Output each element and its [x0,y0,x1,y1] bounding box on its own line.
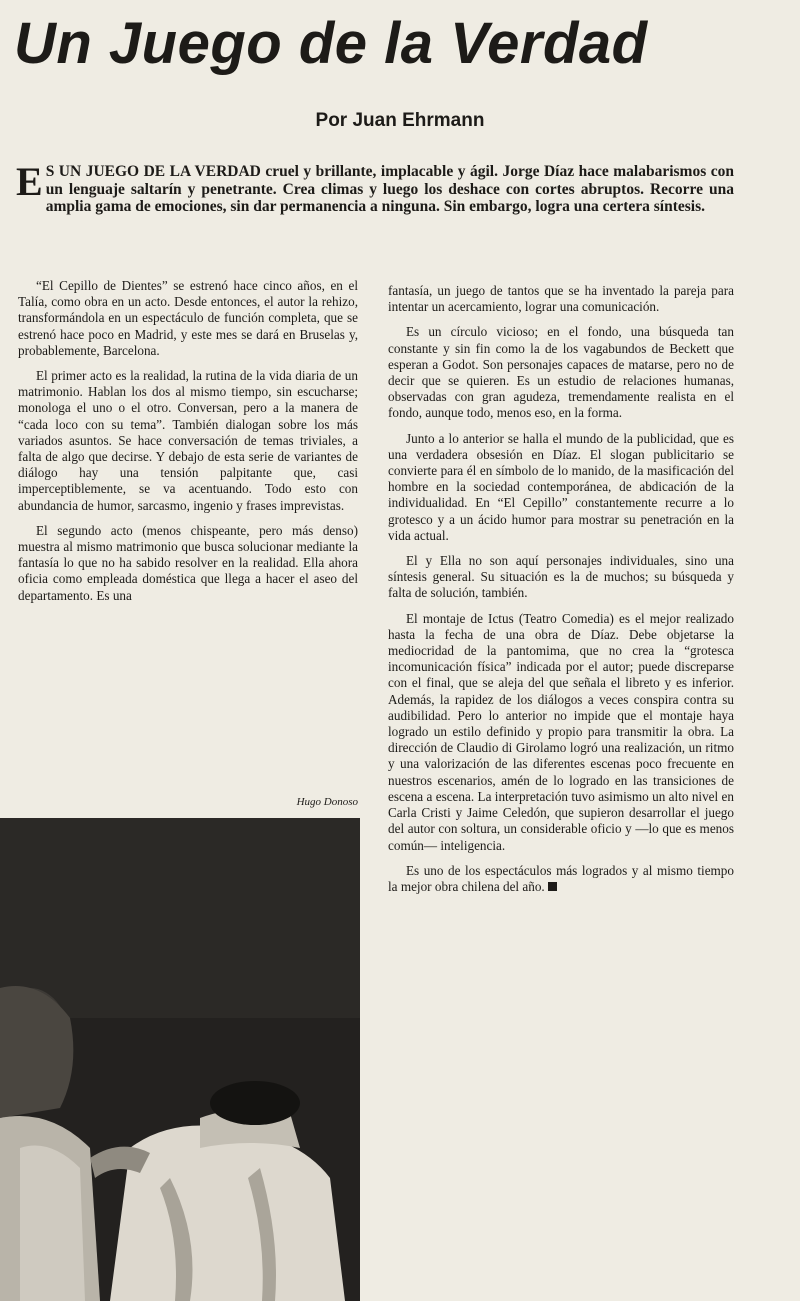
body-paragraph: El primer acto es la realidad, la rutina de la vida diaria de un matrimonio. Hablan los dos al mismo tiempo, sin escucharse; monologa el uno o el otro. Conversan, pero a la manera de “cada loco con su tema”. También dialogan sobre los más variados asuntos. Se hace conversación de temas triviales, a falta de algo que decirse. Y debajo de esta serie de variantes de diálogo hay una tensión palpitante que, casi imperceptiblemente, se va acentuando. Todo esto con abundancia de humor, sarcasmo, ingenio y frases imprevistas. [18,368,358,513]
closing-text: Es uno de los espectáculos más logrados y al mismo tiempo la mejor obra chilena del año. [388,862,734,894]
body-paragraph: El montaje de Ictus (Teatro Comedia) es el mejor realizado hasta la fecha de una obra de Díaz. Debe objetarse la mediocridad de la pantomima, que no crea la “grotesca incomunicación física” indicada por el autor; puede discreparse con el final, que se aleja del que señala el libreto y es inferior. Además, la rapidez de los diálogos a veces conspira contra su audibilidad. Pero lo anterior no impide que el montaje haya logrado un estilo definido y propio para transmitir la obra. La dirección de Claudio di Girolamo logró una realización, un ritmo y una valorización de las diferentes escenas poco frecuente en nuestros escenarios, amén de lo logrado en las transiciones de escena a escena. La interpretación tuvo asimismo un alto nivel en Carla Cristi y Jaime Celedón, que supieron desarrollar el juego del autor con soltura, un considerable oficio y —lo que es menos común— inteligencia. [388,610,734,853]
lead-paragraph [16,159,734,216]
article-title: Un Juego de la Verdad [14,11,648,76]
photo-credit: Hugo Donoso [296,796,358,808]
body-paragraph: El segundo acto (menos chispeante, pero más denso) muestra al mismo matrimonio que busca solucionar mediante la fantasía lo que no ha sabido resolver en la realidad. Ella ahora oficia como empleada doméstica que llega a hacer el aseo del departamento. Es una [18,522,358,603]
left-column [18,278,358,613]
byline: Por Juan Ehrmann [315,110,485,131]
stage-photo-image [0,818,360,1301]
lead-text: S UN JUEGO DE LA VERDAD cruel y brillante, implacable y ágil. Jorge Díaz hace malabarismos con un lenguaje saltarín y penetrante. Crea climas y luego los deshace con cortes abruptos. Recorre una amplia gama de emociones, sin dar permanencia a ninguna. Sin embargo, logra una certera síntesis. [45,163,734,215]
body-paragraph: El y Ella no son aquí personajes individuales, sino una síntesis general. Su situación es la de muchos; su búsqueda y falta de solución, también. [388,553,734,601]
body-paragraph: Es un círculo vicioso; en el fondo, una búsqueda tan constante y sin fin como la de los vagabundos de Beckett que esperan a Godot. Son personajes capaces de matarse, pero no de decir que se quieren. Es un estudio de relaciones humanas, observadas con gran agudeza, tremendamente realista en el fondo, aunque todo, menos eso, en la forma. [388,324,734,421]
right-column [388,283,734,904]
stage-photo [0,818,360,1301]
body-paragraph: “El Cepillo de Dientes” se estrenó hace cinco años, en el Talía, como obra en un acto. Desde entonces, el autor la rehizo, transformándola en un espectáculo de función completa, que se estrenó hace poco en Madrid, y este mes se dará en Bruselas y, probablemente, Barcelona. [18,278,358,358]
closing-paragraph [388,863,734,895]
body-paragraph: fantasía, un juego de tantos que se ha inventado la pareja para intentar un acercamiento, lograr una comunicación. [388,283,734,315]
end-mark-icon [548,882,557,891]
body-paragraph: Junto a lo anterior se halla el mundo de la publicidad, que es una verdadera obsesión en Díaz. El slogan publicitario se convierte para él en símbolo de lo manido, de la masificación del hombre en la sociedad contemporánea, de abdicación de la individualidad. En “El Cepillo” constantemente recurre a lo grotesco y a un ácido humor para mostrar su penetración en la vida actual. [388,430,734,543]
drop-cap: E [16,159,43,204]
